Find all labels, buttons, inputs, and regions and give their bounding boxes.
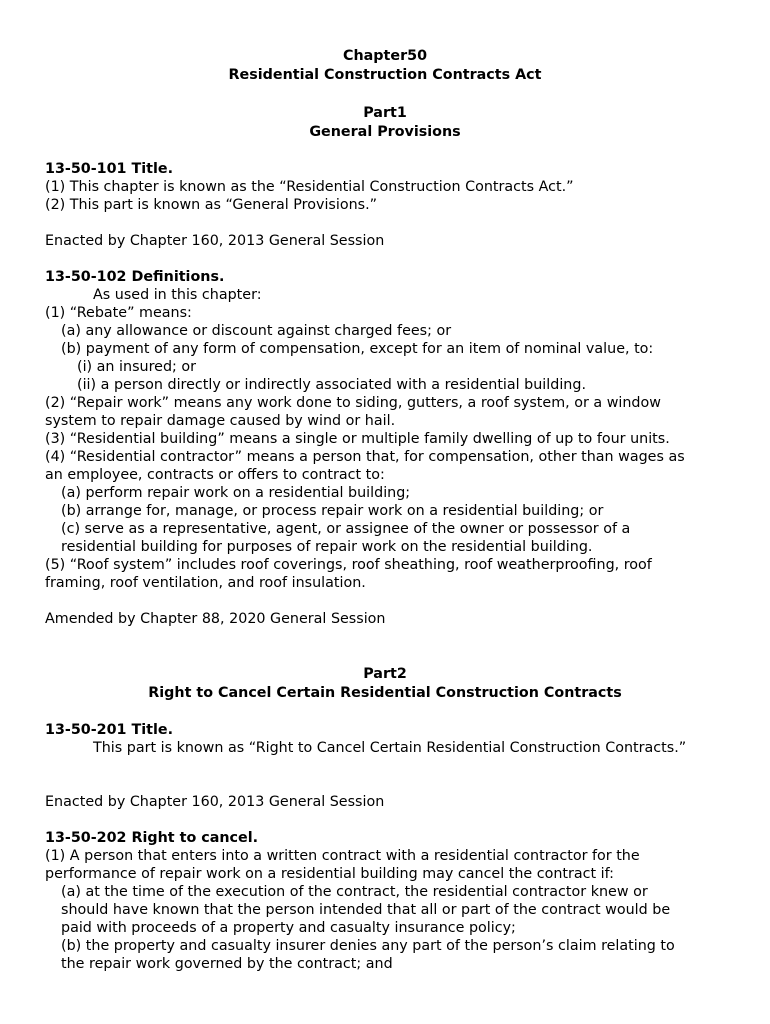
section-102-line: (b) arrange for, manage, or process repair work on a residential building; or	[61, 503, 604, 519]
section-101-line: (1) This chapter is known as the “Residential Construction Contracts Act.”	[45, 179, 574, 195]
section-202-line: the repair work governed by the contract; and	[61, 956, 393, 972]
section-202-line: (a) at the time of the execution of the contract, the residential contractor knew or	[61, 884, 648, 900]
section-201-history: Enacted by Chapter 160, 2013 General Session	[45, 794, 385, 810]
section-102-line: (c) serve as a representative, agent, or assignee of the owner or possessor of a	[61, 521, 631, 537]
section-102-line: system to repair damage caused by wind or hail.	[45, 413, 396, 429]
section-101-line: (2) This part is known as “General Provisions.”	[45, 197, 378, 213]
section-202-line: (b) the property and casualty insurer denies any part of the person’s claim relating to	[61, 938, 675, 954]
section-202-line: performance of repair work on a residential building may cancel the contract if:	[45, 866, 614, 882]
part2-heading: Part2	[363, 666, 407, 682]
section-202-line: paid with proceeds of a property and casualty insurance policy;	[61, 920, 516, 936]
section-102-line: (2) “Repair work” means any work done to siding, gutters, a roof system, or a window	[45, 395, 661, 411]
part1-subheading: General Provisions	[309, 124, 461, 140]
section-102-line: (3) “Residential building” means a single or multiple family dwelling of up to four units.	[45, 431, 670, 447]
section-102-line: (b) payment of any form of compensation, except for an item of nominal value, to:	[61, 341, 654, 357]
section-102-line: (1) “Rebate” means:	[45, 305, 192, 321]
section-102-line: (5) “Roof system” includes roof coverings, roof sheathing, roof weatherproofing, roof	[45, 557, 652, 573]
section-101-heading: 13-50-101 Title.	[45, 161, 173, 177]
section-101-history: Enacted by Chapter 160, 2013 General Session	[45, 233, 385, 249]
part2-subheading: Right to Cancel Certain Residential Construction Contracts	[148, 685, 622, 701]
section-102-line: (4) “Residential contractor” means a person that, for compensation, other than wages as	[45, 449, 685, 465]
section-201-line: This part is known as “Right to Cancel Certain Residential Construction Contracts.”	[93, 740, 687, 756]
section-202-line: (1) A person that enters into a written contract with a residential contractor for the	[45, 848, 640, 864]
section-102-line: (i) an insured; or	[77, 359, 197, 375]
chapter-subtitle: Residential Construction Contracts Act	[228, 67, 542, 83]
section-102-line: As used in this chapter:	[93, 287, 262, 303]
section-102-line: (ii) a person directly or indirectly associated with a residential building.	[77, 377, 586, 393]
section-102-line: (a) any allowance or discount against charged fees; or	[61, 323, 452, 339]
section-202-line: should have known that the person intended that all or part of the contract would be	[61, 902, 671, 918]
section-102-line: an employee, contracts or offers to contract to:	[45, 467, 385, 483]
section-102-heading: 13-50-102 Definitions.	[45, 269, 225, 285]
section-102-history: Amended by Chapter 88, 2020 General Session	[45, 611, 386, 627]
section-201-heading: 13-50-201 Title.	[45, 722, 173, 738]
section-202-heading: 13-50-202 Right to cancel.	[45, 830, 259, 846]
section-102-line: (a) perform repair work on a residential building;	[61, 485, 411, 501]
part1-heading: Part1	[363, 105, 407, 121]
chapter-title: Chapter50	[342, 48, 428, 64]
section-102-line: residential building for purposes of repair work on the residential building.	[61, 539, 593, 555]
section-102-line: framing, roof ventilation, and roof insulation.	[45, 575, 366, 591]
